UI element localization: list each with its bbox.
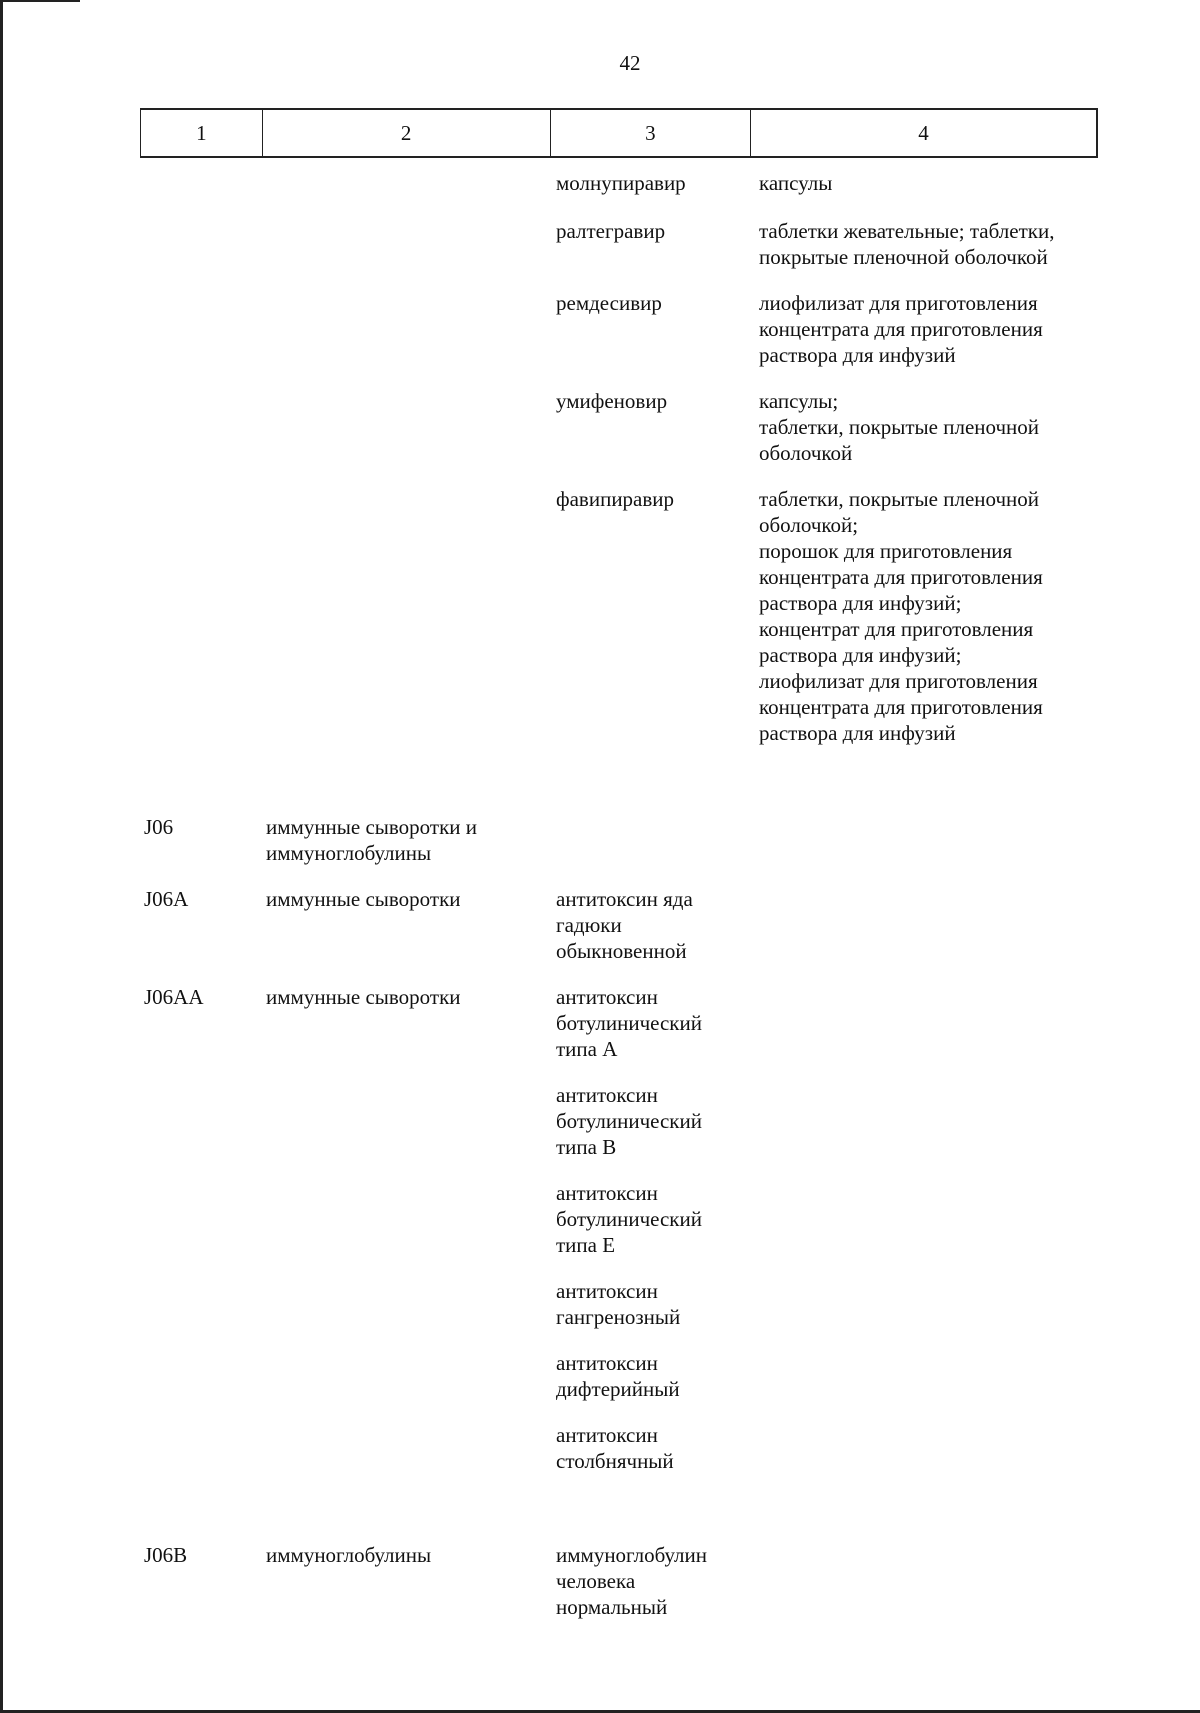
atc-code: J06AA [144,985,204,1009]
atc-code: J06 [144,815,174,839]
scan-edge-left [0,0,3,1713]
drug-name: антитоксин ботулинический типа B [556,1083,702,1159]
dosage-form: капсулы; таблетки, покрытые пленочной оболочкой [759,389,1040,465]
dosage-form: таблетки, покрытые пленочной оболочкой; порошок для приготовления концентрата для приготовления раствора для инфузий; концентрат для приготовления раствора для инфузий; лиофилизат для приготовления концентрата для приготовления раствора для инфузий [759,487,1043,745]
dosage-form: лиофилизат для приготовления концентрата для приготовления раствора для инфузий [759,291,1043,367]
dosage-form: капсулы [759,171,833,195]
drug-name: антитоксин дифтерийный [556,1351,680,1401]
drug-name: умифеновир [556,389,668,413]
drug-name: антитоксин гангренозный [556,1279,681,1329]
drug-name: антитоксин ботулинический типа A [556,985,702,1061]
header-col-4: 4 [918,121,929,145]
group-name: иммунные сыворотки [266,985,461,1009]
header-col-1: 1 [141,110,263,156]
group-name: иммунные сыворотки и иммуноглобулины [266,815,478,865]
header-col-3: 3 [551,110,751,156]
drug-name: ремдесивир [556,291,662,315]
drug-name: ралтегравир [556,219,666,243]
drug-name: молнупиравир [556,171,686,195]
drug-name: антитоксин ботулинический типа E [556,1181,702,1257]
group-name: иммунные сыворотки [266,887,461,911]
page-number: 42 [619,51,641,75]
group-name: иммуноглобулины [266,1543,432,1567]
atc-code: J06A [144,887,189,911]
drug-name: антитоксин яда гадюки обыкновенной [556,887,693,963]
drug-name: иммуноглобулин человека нормальный [556,1543,707,1619]
header-col-2: 2 [263,110,551,156]
table-header [140,108,1098,158]
drug-name: антитоксин столбнячный [556,1423,674,1473]
scan-edge-top [0,0,80,2]
dosage-form: таблетки жевательные; таблетки, покрытые пленочной оболочкой [759,219,1055,269]
drug-name: фавипиравир [556,487,675,511]
atc-code: J06B [144,1543,188,1567]
